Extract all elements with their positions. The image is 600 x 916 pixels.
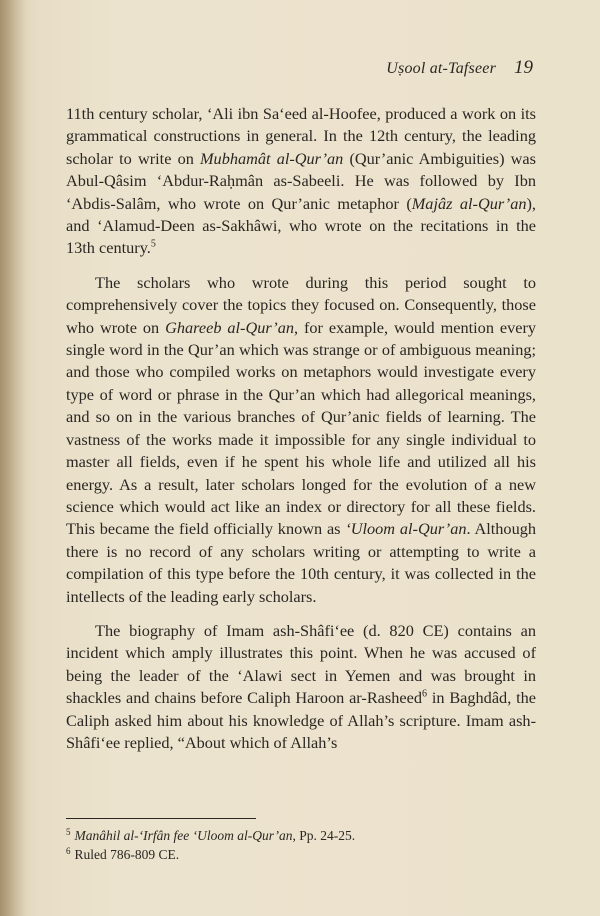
italic-title: Ghareeb al-Qur’an [165, 317, 295, 337]
text-run: 11th century scholar, ‘Ali ibn Sa‘eed al-Hoofee, produced a work on its grammatical constructions in general. In the 12th century, the leading scholar to write on [66, 104, 536, 168]
text-run: The scholars who wrote during this period sought to comprehensively cover the topics they focused on. Consequently, those who wrote on [66, 272, 536, 337]
footnote-ref: 5 [150, 239, 156, 251]
italic-title: ‘Uloom al-Qur’an [345, 519, 467, 539]
footnote-marker: 6 [66, 845, 71, 856]
text-run: (Qur’anic Ambiguities) was Abul-Qâsim ‘Abdur-Raḥmân as-Sabeeli. He was followed by Ibn ‘Abdis-Salâm, who wrote on Qur’anic metaphor ( [66, 148, 536, 213]
body-text [66, 103, 536, 754]
paragraph-3 [66, 620, 536, 754]
footnote-5 [66, 826, 536, 845]
text-run: , Pp. 24-25. [292, 828, 356, 843]
italic-title: Manâhil al-‘Irfân fee ‘Uloom al-Qur’an [74, 828, 293, 843]
running-head [0, 58, 533, 79]
footnotes [66, 826, 536, 864]
italic-title: Majâz al-Qur’an [411, 193, 527, 213]
spine-shadow [0, 0, 26, 916]
page-number: 19 [514, 57, 533, 78]
text-run: . Although there is no record of any scholars writing or attempting to write a compilation of this type before the 10th century, it was collected in the intellects of the leading early scholars. [66, 519, 536, 606]
italic-title: Mubhamât al-Qur’an [200, 148, 344, 168]
text-run: Ruled 786-809 CE. [74, 847, 180, 862]
text-run: in Baghdâd, the Caliph asked him about his knowledge of Allah’s scripture. Imam ash-Shâfi‘ee replied, “About which of Allah’s [66, 688, 536, 752]
paragraph-2 [66, 272, 536, 608]
text-run: ), and ‘Alamud-Deen as-Sakhâwi, who wrote on the recitations in the 13th century. [66, 193, 536, 258]
footnote-ref: 6 [421, 688, 427, 700]
text-run: The biography of Imam ash-Shâfi‘ee (d. 820 CE) contains an incident which amply illustrates this point. When he was accused of being the leader of the ‘Alawi sect in Yemen and was brought in shackles and chains before Caliph Haroon ar-Rasheed [66, 620, 536, 708]
text-run: , for example, would mention every single word in the Qur’an which was strange or of ambiguous meaning; and those who compiled works on metaphors would investigate every type of word or phrase in the Qur’an which had allegorical meanings, and so on in the various branches of Qur’anic fields of learning. The vastness of the works made it impossible for any single individual to master all fields, even if he spent his whole life and utilized all his energy. As a result, later scholars longed for the evolution of a new science which would act like an index or directory for all these fields. This became the field officially known as [66, 317, 537, 539]
running-head-title: Uṣool at-Tafseer [386, 60, 496, 77]
paragraph-1 [66, 103, 536, 260]
footnote-6 [66, 845, 536, 864]
footnote-rule [66, 818, 256, 819]
footnote-marker: 5 [66, 826, 71, 837]
